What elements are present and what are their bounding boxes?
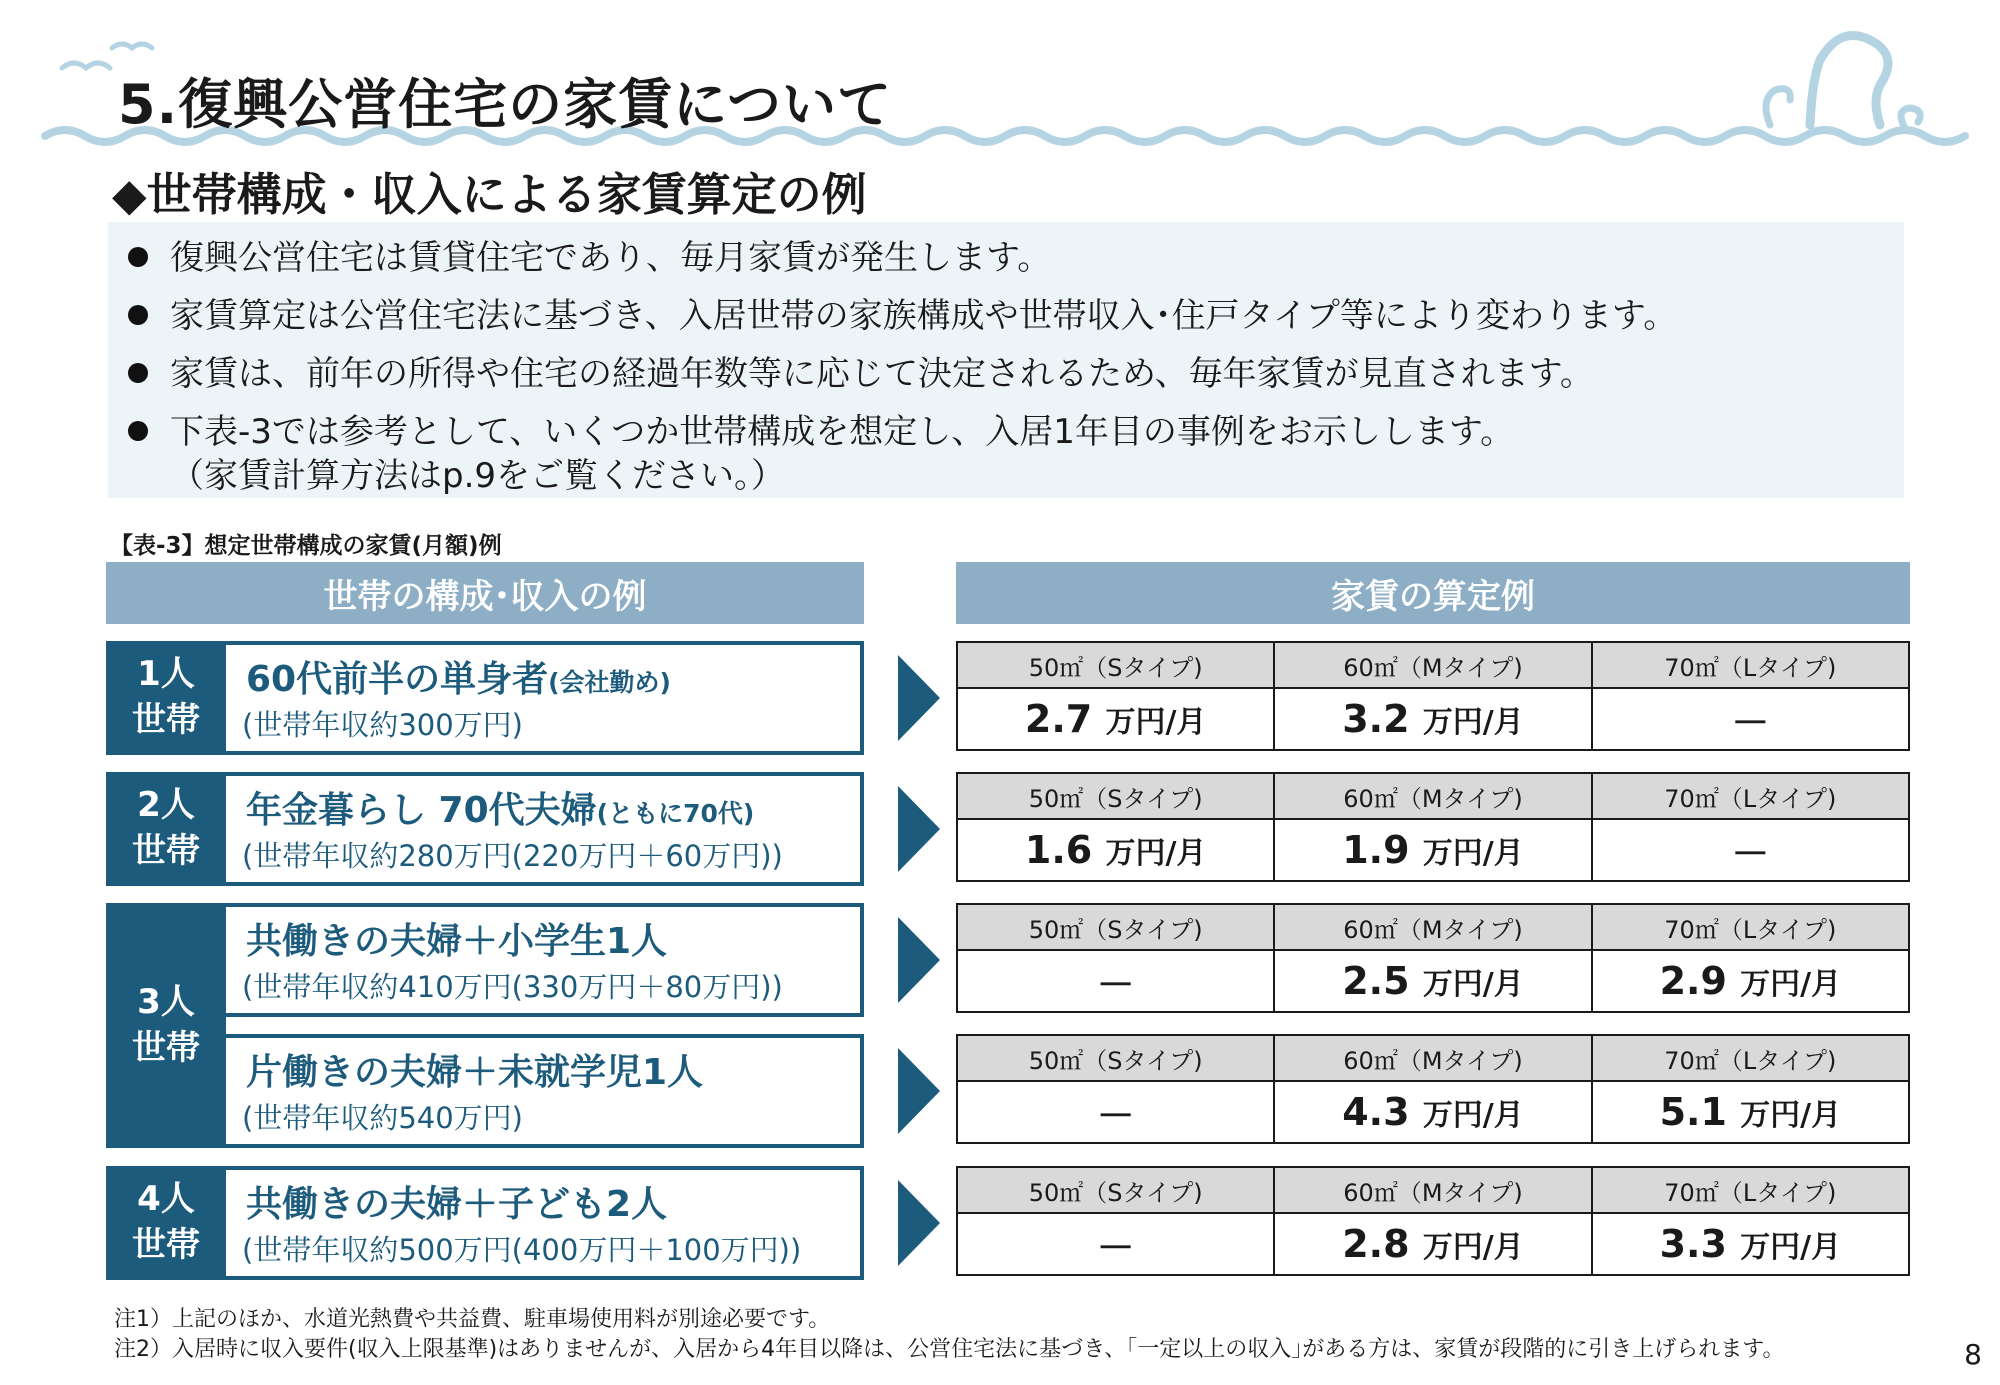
rent-value-cell: 2.8 万円/月 [1274,1213,1591,1275]
room-type-header: 70㎡（Lタイプ) [1592,1035,1909,1081]
household-description [226,1166,864,1280]
rent-table [956,1166,1910,1276]
page-title: 5.復興公営住宅の家賃について [118,73,893,136]
room-type-header: 50㎡（Sタイプ) [957,642,1274,688]
section-subtitle: ◆世帯構成・収入による家賃算定の例 [112,168,867,221]
rent-value-cell: 1.6 万円/月 [957,819,1274,881]
room-type-header: 50㎡（Sタイプ) [957,1167,1274,1213]
household-main-text: 片働きの夫婦＋未就学児1人 [246,1052,704,1093]
footnote: 注1）上記のほか、水道光熱費や共益費、駐車場使用料が別途必要です。 [114,1307,831,1332]
room-type-header: 70㎡（Lタイプ) [1592,642,1909,688]
bullet-icon [128,305,148,325]
arrow-right-icon [898,786,940,872]
room-type-header: 70㎡（Lタイプ) [1592,904,1909,950]
rent-value-cell: 4.3 万円/月 [1274,1081,1591,1143]
rent-value-cell: 2.5 万円/月 [1274,950,1591,1012]
room-type-header: 50㎡（Sタイプ) [957,904,1274,950]
info-bullet: 復興公営住宅は賃貸住宅であり、毎月家賃が発生します。 [128,230,1051,279]
bullet-icon [128,421,148,441]
rent-value-cell: 3.3 万円/月 [1592,1213,1909,1275]
right-header-bar: 家賃の算定例 [956,562,1910,624]
info-bullet: 家賃算定は公営住宅法に基づき、入居世帯の家族構成や世帯収入･住戸タイプ等により変わります。 [128,288,1677,337]
page-number: 8 [1964,1338,1982,1371]
room-type-header: 70㎡（Lタイプ) [1592,1167,1909,1213]
rent-value-cell: － [957,1081,1274,1143]
household-size-label: 3人 世帯 [106,903,226,1148]
household-income: (世帯年収約300万円) [242,708,523,742]
arrow-right-icon [898,1180,940,1266]
household-description [226,1034,864,1148]
household-description [226,641,864,755]
household-main-text: 共働きの夫婦＋小学生1人 [246,921,668,962]
info-bullet: 家賃は、前年の所得や住宅の経過年数等に応じて決定されるため、毎年家賃が見直されます。 [128,346,1594,395]
rent-table [956,641,1910,751]
bullet-icon [128,247,148,267]
left-header-bar: 世帯の構成･収入の例 [106,562,864,624]
info-box [108,222,1904,498]
bird-icon [112,44,152,48]
household-main-text: 年金暮らし 70代夫婦(ともに70代) [246,790,755,831]
swirl-icon [1901,108,1920,128]
household-size-label: 2人 世帯 [106,772,226,886]
household-income: (世帯年収約410万円(330万円＋80万円)) [242,970,783,1004]
rent-value-cell: － [957,950,1274,1012]
bullet-icon [128,363,148,383]
rent-value-cell: － [1592,688,1909,750]
rent-value-cell: 2.9 万円/月 [1592,950,1909,1012]
household-main-text: 共働きの夫婦＋子ども2人 [246,1184,668,1225]
rent-table [956,903,1910,1013]
room-type-header: 60㎡（Mタイプ) [1274,642,1591,688]
room-type-header: 60㎡（Mタイプ) [1274,1035,1591,1081]
rent-value-cell: － [957,1213,1274,1275]
household-main-text: 60代前半の単身者(会社勤め) [246,659,671,700]
rent-value-cell: 2.7 万円/月 [957,688,1274,750]
household-description [226,772,864,886]
rent-value-cell: 3.2 万円/月 [1274,688,1591,750]
arrow-right-icon [898,917,940,1003]
room-type-header: 60㎡（Mタイプ) [1274,904,1591,950]
household-income: (世帯年収約280万円(220万円＋60万円)) [242,839,783,873]
footnote: 注2）入居時に収入要件(収入上限基準)はありませんが、入居から4年目以降は、公営住宅法に基づき、｢一定以上の収入｣がある方は、家賃が段階的に引き上げられます。 [114,1337,1785,1362]
room-type-header: 60㎡（Mタイプ) [1274,1167,1591,1213]
rent-value-cell: 1.9 万円/月 [1274,819,1591,881]
rent-table [956,1034,1910,1144]
rent-value-cell: 5.1 万円/月 [1592,1081,1909,1143]
swirl-icon [1766,89,1790,125]
household-income: (世帯年収約500万円(400万円＋100万円)) [242,1233,802,1267]
household-income: (世帯年収約540万円) [242,1101,523,1135]
table-caption: 【表-3】想定世帯構成の家賃(月額)例 [110,533,502,559]
info-bullet: 下表-3では参考として、いくつか世帯構成を想定し、入居1年目の事例をお示しします。 [128,404,1514,453]
arrow-right-icon [898,1048,940,1134]
room-type-header: 50㎡（Sタイプ) [957,1035,1274,1081]
bird-icon [62,63,110,68]
rent-table [956,772,1910,882]
household-size-label: 1人 世帯 [106,641,226,755]
info-bullet-continuation: （家賃計算方法はp.9をご覧ください。） [170,456,786,496]
rent-value-cell: － [1592,819,1909,881]
room-type-header: 70㎡（Lタイプ) [1592,773,1909,819]
arrow-right-icon [898,655,940,741]
household-description [226,903,864,1017]
miracle-pine-icon [1810,36,1888,126]
room-type-header: 60㎡（Mタイプ) [1274,773,1591,819]
room-type-header: 50㎡（Sタイプ) [957,773,1274,819]
household-size-label: 4人 世帯 [106,1166,226,1280]
